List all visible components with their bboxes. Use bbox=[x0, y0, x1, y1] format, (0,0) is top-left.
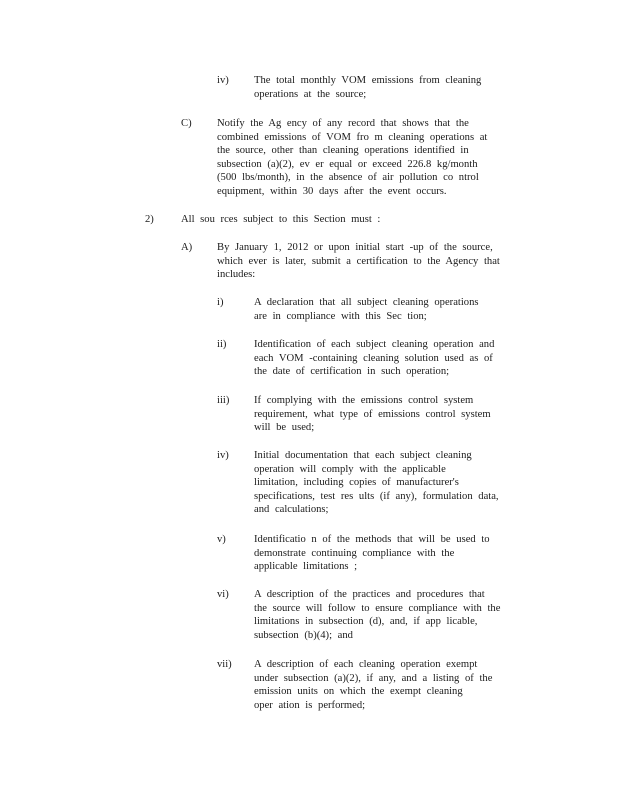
paragraph-text: A description of the practices and procedures that the source will follow to ensure compliance with the limitations in subsection (d), and, if app licable, subsection (b)(4); and bbox=[254, 589, 501, 641]
paragraph-text: Initial documentation that each subject cleaning operation will comply with the applicable limitation, including copies of manufacturer's specifications, test res ults (if any), formulation data, and calculations; bbox=[254, 450, 499, 515]
paragraph-label: iv) bbox=[217, 450, 229, 461]
paragraph-text: By January 1, 2012 or upon initial start -up of the source, which ever is later, submit a certification to the Agency that includes: bbox=[217, 242, 500, 280]
paragraph-label: v) bbox=[217, 534, 226, 545]
paragraph-label: iii) bbox=[217, 395, 230, 406]
paragraph-label: A) bbox=[181, 242, 193, 253]
paragraph-label: i) bbox=[217, 297, 224, 308]
paragraph-label: vi) bbox=[217, 589, 229, 600]
paragraph-text: Identification of each subject cleaning operation and each VOM -containing cleaning solution used as of the date of certification in such operation; bbox=[254, 339, 495, 377]
paragraph-text: If complying with the emissions control system requirement, what type of emissions control system will be used; bbox=[254, 395, 491, 433]
paragraph-label: ii) bbox=[217, 339, 227, 350]
paragraph-text: All sou rces subject to this Section must : bbox=[181, 214, 381, 225]
paragraph-label: C) bbox=[181, 118, 192, 129]
paragraph-label: 2) bbox=[145, 214, 154, 225]
paragraph-text: The total monthly VOM emissions from cleaning operations at the source; bbox=[254, 75, 482, 100]
paragraph-text: A declaration that all subject cleaning operations are in compliance with this Sec tion; bbox=[254, 297, 479, 322]
paragraph-label: vii) bbox=[217, 659, 232, 670]
paragraph-text: A description of each cleaning operation exempt under subsection (a)(2), if any, and a listing of the emission units on which the exempt cleaning oper ation is performed; bbox=[254, 659, 493, 711]
paragraph-text: Identificatio n of the methods that will be used to demonstrate continuing compliance with the applicable limitations ; bbox=[254, 534, 490, 572]
paragraph-label: iv) bbox=[217, 75, 229, 86]
paragraph-text: Notify the Ag ency of any record that shows that the combined emissions of VOM fro m cleaning operations at the source, other than cleaning operations identified in subsection (a)(2), ev er equal or exceed 226.8 kg/month (500 lbs/month), in the absence of air pollution co ntrol equipment, within 30 days after the event occurs. bbox=[217, 118, 488, 197]
